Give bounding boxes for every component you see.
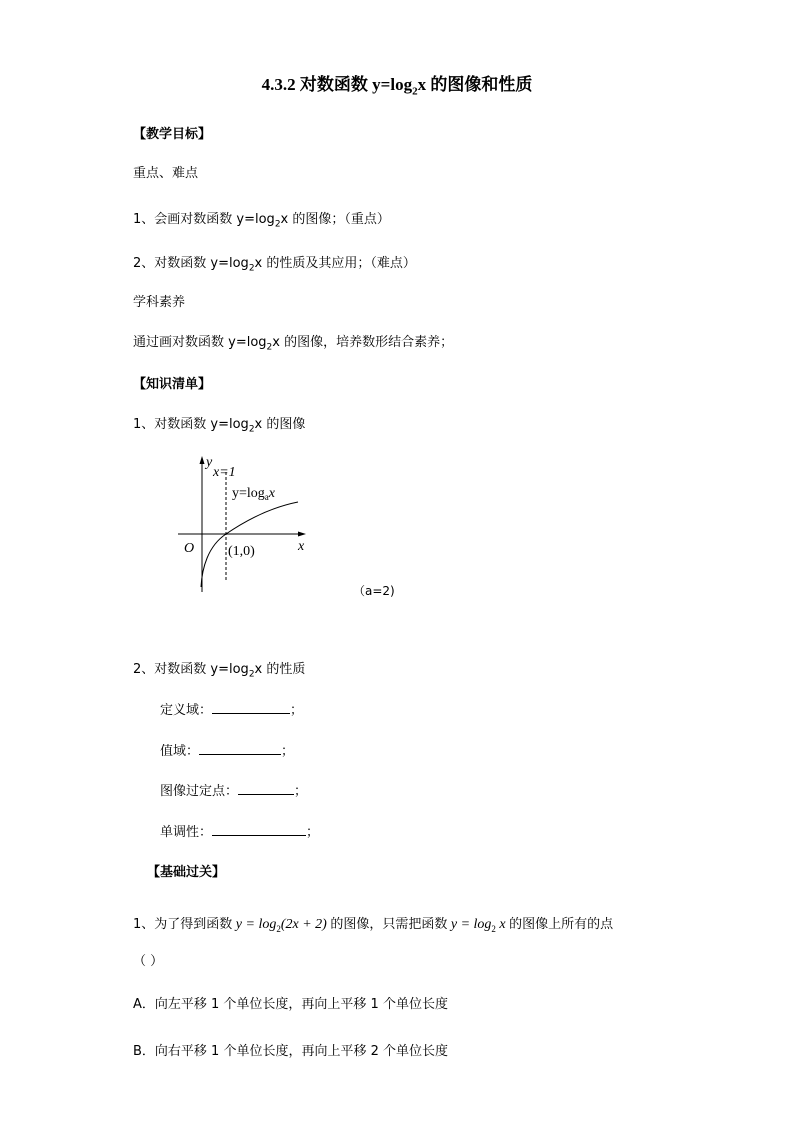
option-a[interactable]: A．向左平移 1 个单位长度，再向上平移 1 个单位长度 (133, 997, 448, 1012)
property-fixed-point: 图像过定点： ； (160, 784, 308, 799)
knowledge-heading: 【知识清单】 (133, 377, 212, 392)
goal-item-2: 2、对数函数 $y=\log_2x$ 的性质及其应用；（难点） (133, 256, 416, 274)
x-axis-arrow-icon (298, 532, 306, 537)
question-1: 1、为了得到函数 $y = \log_2(2x + 2)$ 的图像，只需把函数 $y = \log_2 x$ 的图像上所有的点 (133, 917, 614, 934)
property-range: 值域： ； (160, 744, 295, 759)
y-axis-label: y (206, 455, 213, 470)
asymptote-label: x=1 (213, 465, 236, 480)
knowledge-item-2: 2、对数函数 $y=\log_2x$ 的性质 (133, 662, 306, 680)
curve-label: $y=\log_ax$ (232, 486, 276, 502)
knowledge-item-1: 1、对数函数 $y=\log_2x$ 的图像 (133, 417, 306, 435)
literacy-text: 通过画对数函数 $y=\log_2x$ 的图像，培养数形结合素养； (133, 335, 454, 353)
range-blank[interactable] (199, 742, 281, 755)
basic-heading: 【基础过关】 (147, 865, 226, 880)
goals-heading: 【教学目标】 (133, 127, 212, 142)
answer-parentheses: （ ） (133, 954, 164, 969)
literacy-label: 学科素养 (133, 295, 186, 310)
point-label: (1,0) (228, 544, 255, 559)
goal-item-1: 1、会画对数函数 $y=\log_2x$ 的图像；（重点） (133, 212, 390, 230)
key-points-label: 重点、难点 (133, 166, 199, 181)
origin-label: O (184, 541, 195, 556)
property-monotonic: 单调性： ； (160, 825, 320, 840)
graph-note: （a=2) (353, 584, 395, 598)
page-title: 4.3.2 对数函数 $y=\log_2x$ 的图像和性质 (261, 75, 533, 98)
domain-blank[interactable] (212, 701, 290, 714)
monotonic-blank[interactable] (212, 823, 306, 836)
log-function-graph (170, 450, 320, 600)
option-b[interactable]: B．向右平移 1 个单位长度，再向上平移 2 个单位长度 (133, 1044, 448, 1059)
y-axis-arrow-icon (200, 456, 205, 464)
x-axis-label: x (298, 539, 305, 554)
property-domain: 定义域： ； (160, 703, 304, 718)
fixed-point-blank[interactable] (238, 782, 294, 795)
